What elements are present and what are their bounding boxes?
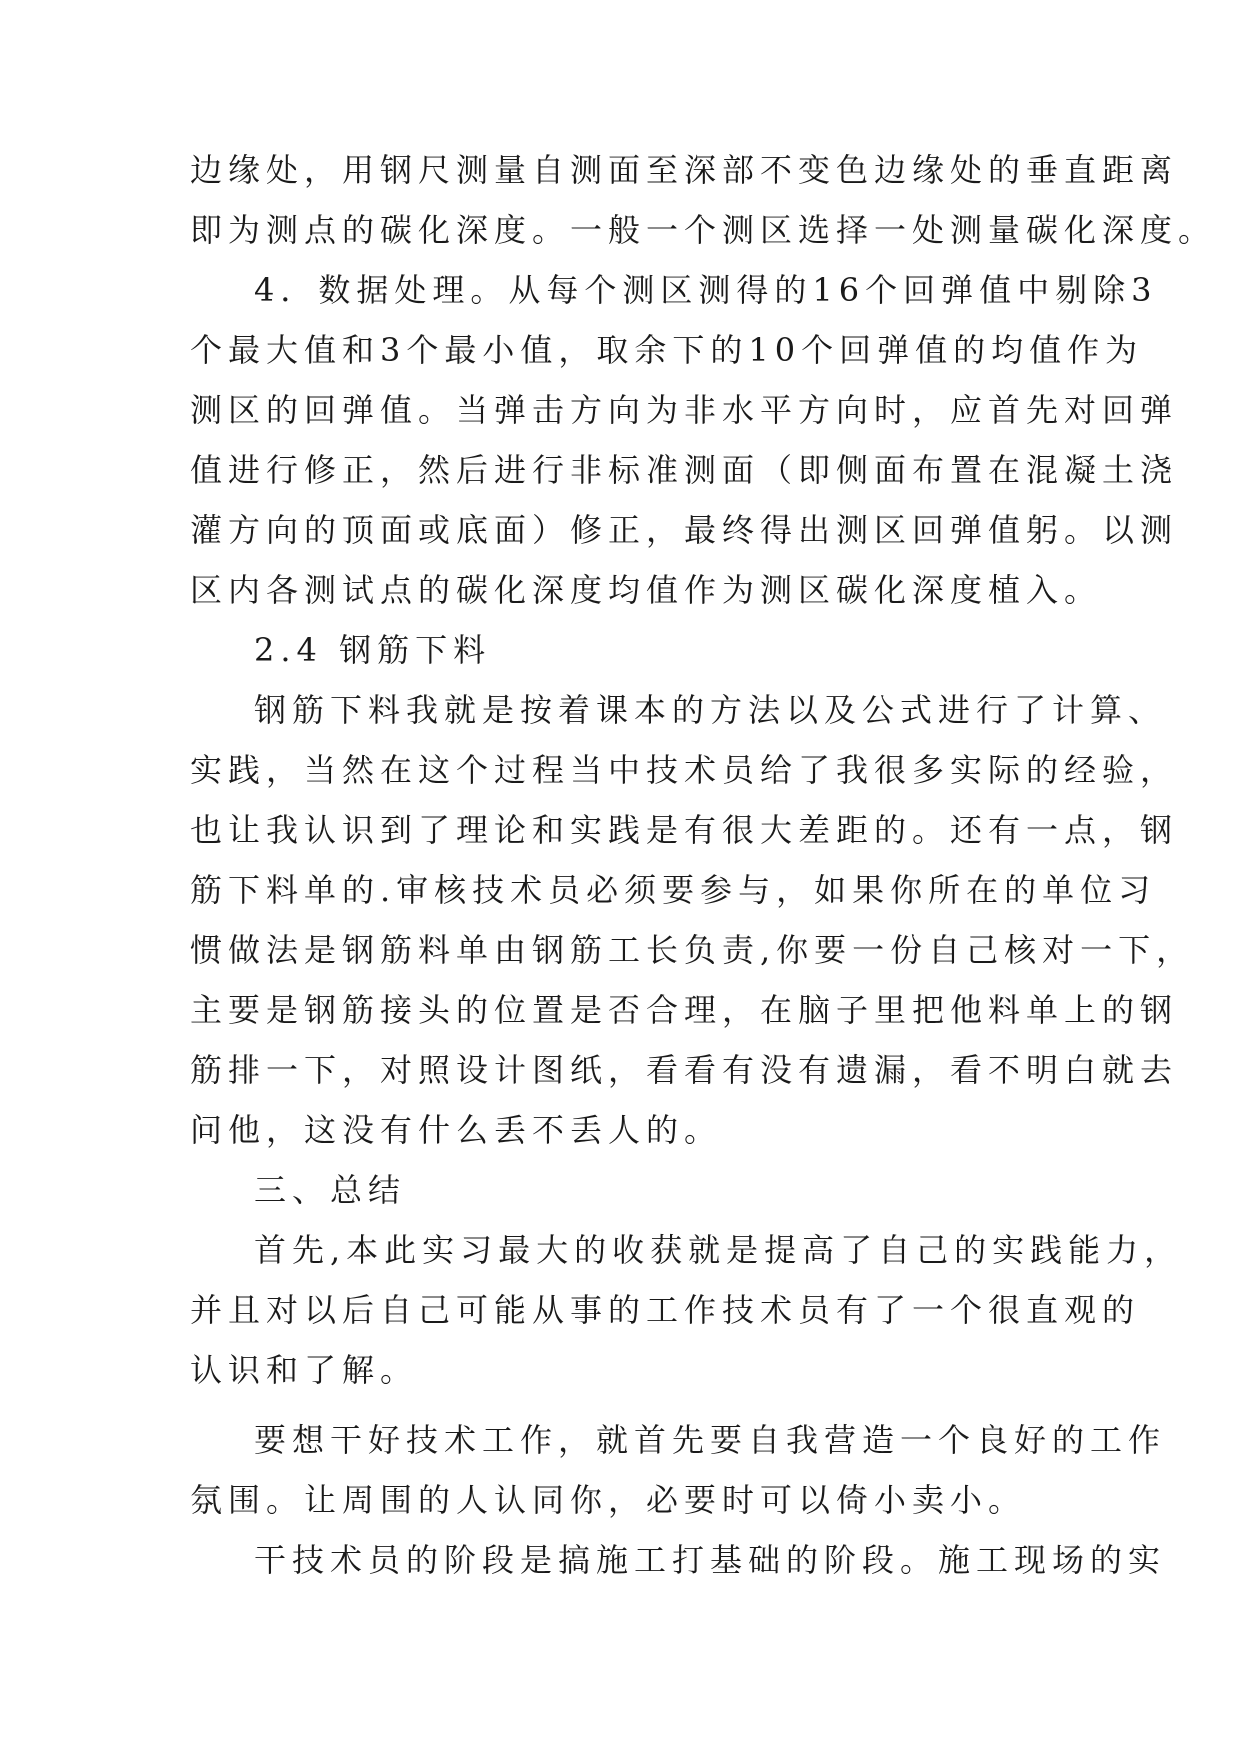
text-line: 筋排一下，对照设计图纸，看看有没有遗漏，看不明白就去: [190, 1051, 1179, 1089]
text-line: 灌方向的顶面或底面）修正，最终得出测区回弹值躬。以测: [190, 511, 1179, 549]
text-line: 氛围。让周围的人认同你，必要时可以倚小卖小。: [190, 1481, 1027, 1519]
section-heading: 2.4 钢筋下料: [254, 631, 492, 669]
text-line: 实践，当然在这个过程当中技术员给了我很多实际的经验，: [190, 751, 1179, 789]
text-line: 并且对以后自己可能从事的工作技术员有了一个很直观的: [190, 1291, 1141, 1329]
text-line: 即为测点的碳化深度。一般一个测区选择一处测量碳化深度。: [190, 211, 1217, 249]
text-line: 区内各测试点的碳化深度均值作为测区碳化深度植入。: [190, 571, 1103, 609]
text-line: 4．数据处理。从每个测区测得的16个回弹值中剔除3: [254, 271, 1158, 309]
text-line: 测区的回弹值。当弹击方向为非水平方向时，应首先对回弹: [190, 391, 1179, 429]
text-line: 要想干好技术工作，就首先要自我营造一个良好的工作: [254, 1421, 1167, 1459]
text-line: 边缘处，用钢尺测量自测面至深部不变色边缘处的垂直距离: [190, 151, 1179, 189]
text-line: 主要是钢筋接头的位置是否合理，在脑子里把他料单上的钢: [190, 991, 1179, 1029]
text-line: 值进行修正，然后进行非标准测面（即侧面布置在混凝土浇: [190, 451, 1179, 489]
text-line: 认识和了解。: [190, 1351, 419, 1389]
text-line: 问他，这没有什么丢不丢人的。: [190, 1111, 723, 1149]
text-line: 筋下料单的.审核技术员必须要参与，如果你所在的单位习: [190, 871, 1157, 909]
text-line: 首先,本此实习最大的收获就是提高了自己的实践能力，: [254, 1231, 1183, 1269]
text-line: 钢筋下料我就是按着课本的方法以及公式进行了计算、: [254, 691, 1167, 729]
text-line: 惯做法是钢筋料单由钢筋工长负责,你要一份自己核对一下，: [190, 931, 1195, 969]
text-line: 个最大值和3个最小值，取余下的10个回弹值的均值作为: [190, 331, 1144, 369]
section-heading: 三、总结: [254, 1171, 407, 1209]
text-line: 也让我认识到了理论和实践是有很大差距的。还有一点，钢: [190, 811, 1179, 849]
text-line: 干技术员的阶段是搞施工打基础的阶段。施工现场的实: [254, 1541, 1167, 1579]
